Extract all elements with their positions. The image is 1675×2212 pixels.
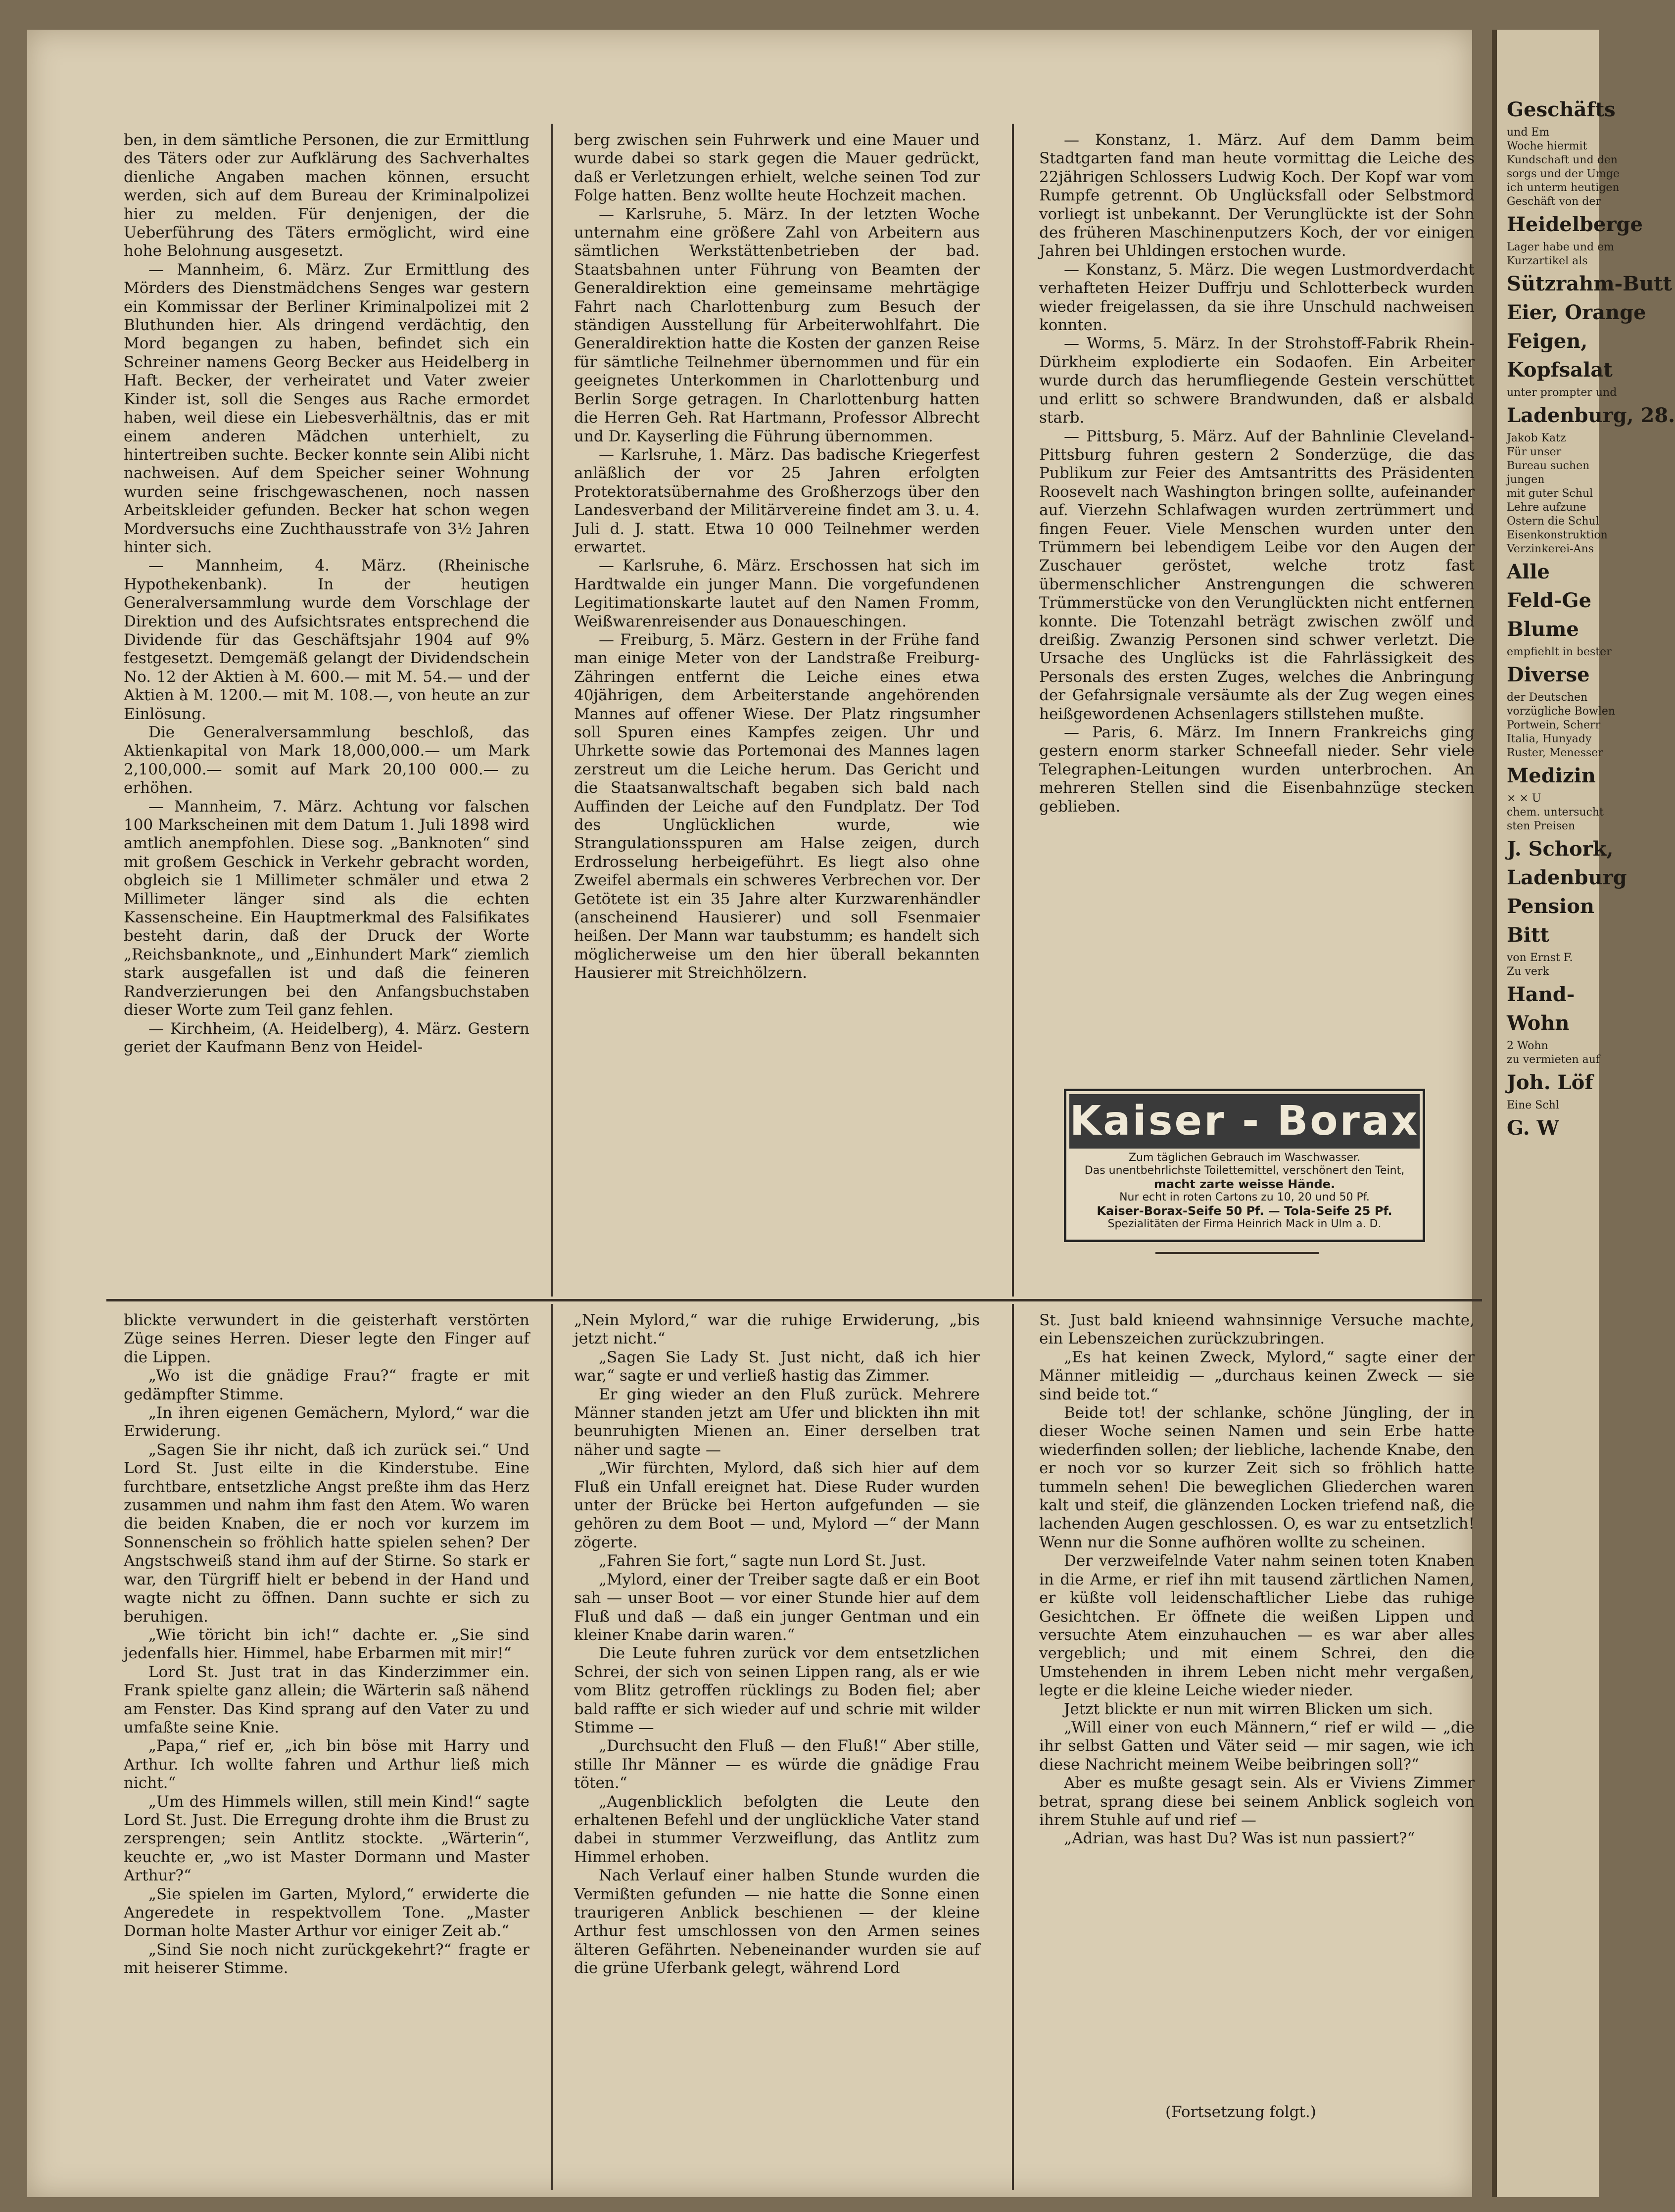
adjacent-page-line: Ladenburg	[1507, 866, 1627, 889]
paragraph: „Sie spielen im Garten, Mylord,“ erwiderte die Angeredete in respektvollem Tone. „Master Dorman holte Master Arthur vor einiger Zeit ab.“	[124, 1885, 529, 1940]
paragraph: Die Leute fuhren zurück vor dem entsetzlichen Schrei, der sich von seinen Lippen rang, als er wie vom Blitz getroffen rücklings zu Boden fiel; aber bald raffte er sich wieder auf und schrie mit wilder Stimme —	[574, 1644, 980, 1736]
adjacent-page-line: Bureau suchen	[1507, 460, 1590, 472]
paragraph: blickte verwundert in die geisterhaft verstörten Züge seines Herren. Dieser legte den Finger auf die Lippen.	[124, 1311, 529, 1366]
paragraph: — Mannheim, 4. März. (Rheinische Hypothekenbank). In der heutigen Generalversammlung wurde dem Vorschlage der Direktion und des Aufsichtsrates entsprechend die Dividende für das Geschäftsjahr 1904 auf 9% festgesetzt. Demgemäß gelangt der Dividendschein No. 12 der Aktien à M. 600.— mit M. 54.— und der Aktien à M. 1200.— mit M. 108.—, von heute an zur Einlösung.	[124, 557, 529, 723]
adjacent-page-line: Für unser	[1507, 446, 1562, 458]
paragraph: „Wo ist die gnädige Frau?“ fragte er mit gedämpfter Stimme.	[124, 1367, 529, 1403]
paragraph: — Worms, 5. März. In der Strohstoff-Fabrik Rhein-Dürkheim explodierte ein Sodaofen. Ein Arbeiter wurde durch das herumfliegende Gestein verschüttet und erlitt so schwere Brandwunden, daß er alsbald starb.	[1039, 335, 1475, 427]
paragraph: „Es hat keinen Zweck, Mylord,“ sagte einer der Männer mitleidig — „durchaus keinen Zweck — sie sind beide tot.“	[1039, 1348, 1475, 1403]
paragraph: „Will einer von euch Männern,“ rief er wild — „die ihr selbst Gatten und Väter seid — mir sagen, wie ich diese Nachricht meinem Weibe beibringen soll?“	[1039, 1718, 1475, 1774]
advertisement-kaiser-borax	[1064, 1089, 1425, 1242]
adjacent-page-line: Ladenburg, 28.	[1507, 404, 1675, 427]
adjacent-page-line: der Deutschen	[1507, 691, 1588, 704]
paragraph: „Mylord, einer der Treiber sagte daß er ein Boot sah — unser Boot — vor einer Stunde hier auf dem Fluß und daß — daß ein junger Gentman und ein kleiner Knabe darin waren.“	[574, 1570, 980, 1644]
paragraph: Jetzt blickte er nun mit wirren Blicken um sich.	[1064, 1700, 1434, 1718]
ad-line: Nur echt in roten Cartons zu 10, 20 und 50 Pf.	[1119, 1191, 1370, 1203]
paragraph: — Karlsruhe, 5. März. In der letzten Woche unternahm eine größere Zahl von Arbeitern aus sämtlichen Werkstättenbetrieben der bad. Staatsbahnen unter Führung von Beamten der Generaldirektion eine gemeinsame mehrtägige Fahrt nach Charlottenburg zum Besuch der ständigen Ausstellung für Arbeiterwohlfahrt. Die Generaldirektion hatte die Kosten der ganzen Reise für sämtliche Teilnehmer übernommen und für ein geeignetes Unterkommen in Charlottenburg und Berlin Sorge getragen. In Charlottenburg hatten die Herren Geh. Rat Hartmann, Professor Albrecht und Dr. Kayserling die Führung übernommen.	[574, 205, 980, 445]
column-divider	[1012, 124, 1014, 1297]
paragraph: — Paris, 6. März. Im Innern Frankreichs ging gestern enorm starker Schneefall nieder. Sehr viele Telegraphen-Leitungen wurden unterbrochen. An mehreren Stellen sind die Eisenbahnzüge stecken geblieben.	[1039, 723, 1475, 816]
paragraph: — Mannheim, 7. März. Achtung vor falschen 100 Markscheinen mit dem Datum 1. Juli 1898 wird amtlich anempfohlen. Diese sog. „Banknoten“ sind mit großem Geschick in Verkehr gebracht worden, obgleich sie 1 Millimeter schmäler und etwa 2 Millimeter länger sind als die echten Kassenscheine. Ein Hauptmerkmal des Falsifikates besteht darin, daß der Druck der Worte „Reichsbanknote„ und „Einhundert Mark“ ziemlich stark ausgefallen ist und daß die feineren Randverzierungen bei den Anfangsbuchstaben dieser Worte zum Teil ganz fehlen.	[124, 797, 529, 1019]
adjacent-page-line: Lager habe und em	[1507, 241, 1615, 253]
adjacent-page-line: Joh. Löf	[1507, 1071, 1593, 1094]
paragraph: „Sagen Sie Lady St. Just nicht, daß ich hier war,“ sagte er und verließ hastig das Zimmer.	[574, 1348, 980, 1385]
adjacent-page-line: Medizin	[1507, 764, 1596, 787]
paragraph: Lord St. Just trat in das Kinderzimmer ein. Frank spielte ganz allein; die Wärterin saß nähend am Fenster. Das Kind sprang auf den Vater zu und umfaßte seine Knie.	[124, 1663, 529, 1736]
adjacent-page-line: Sützrahm-Butt	[1507, 272, 1673, 295]
newspaper-page	[27, 30, 1475, 2197]
ad-brand: Kaiser - Borax	[1069, 1094, 1420, 1149]
paragraph: Beide tot! der schlanke, schöne Jüngling, der in dieser Woche seinen Namen und sein Erbe hatte wiederfinden sollen; der liebliche, lachende Knabe, den er noch vor so kurzer Zeit sich so fröhlich hatte tummeln sehen! Die beweglichen Gliederchen waren kalt und steif, die glänzenden Locken triefend naß, die lachenden Augen geschlossen. O, es war zu entsetzlich! Wenn nur die Sonne aufhören wollte zu scheinen.	[1039, 1404, 1475, 1551]
paragraph: Nach Verlauf einer halben Stunde wurden die Vermißten gefunden — nie hatte die Sonne einen traurigeren Anblick beschienen — der kleine Arthur fest umschlossen von den Armen seines älteren Gefährten. Nebeneinander wurden sie auf die grüne Uferbank gelegt, während Lord	[574, 1867, 980, 1977]
paragraph: „In ihren eigenen Gemächern, Mylord,“ war die Erwiderung.	[124, 1404, 529, 1441]
article-column	[1039, 131, 1475, 1081]
adjacent-page-line: von Ernst F.	[1507, 952, 1573, 964]
continued-note: (Fortsetzung folgt.)	[1165, 2103, 1316, 2121]
adjacent-page-line: sten Preisen	[1507, 820, 1576, 832]
adjacent-page-line: vorzügliche Bowlen	[1507, 705, 1616, 718]
adjacent-page-line: und Em	[1507, 126, 1550, 139]
adjacent-page-line: Italia, Hunyady	[1507, 733, 1592, 745]
adjacent-page-line: Blume	[1507, 618, 1579, 641]
adjacent-page-line: Alle	[1507, 560, 1550, 583]
paragraph: „Wie töricht bin ich!“ dachte er. „Sie sind jedenfalls hier. Himmel, habe Erbarmen mit mir!“	[124, 1626, 529, 1663]
adjacent-page-line: Zu verk	[1507, 965, 1549, 978]
adjacent-page-line: Verzinkerei-Ans	[1507, 543, 1594, 555]
paragraph: „Wir fürchten, Mylord, daß sich hier auf dem Fluß ein Unfall ereignet hat. Diese Ruder wurden unter der Brücke bei Herton aufgefunden — sie gehören zu dem Boot — und, Mylord —“ der Mann zögerte.	[574, 1459, 980, 1551]
adjacent-page-line: chem. untersucht	[1507, 806, 1604, 818]
paragraph: Aber es mußte gesagt sein. Als er Viviens Zimmer betrat, sprang diese bei seinem Anblick sogleich von ihrem Stuhle auf und rief —	[1039, 1774, 1475, 1829]
ad-line: Spezialitäten der Firma Heinrich Mack in Ulm a. D.	[1107, 1218, 1382, 1230]
paragraph: Der verzweifelnde Vater nahm seinen toten Knaben in die Arme, er rief ihn mit tausend zärtlichen Namen, er küßte voll leidenschaftlicher Liebe das ruhige Gesichtchen. Er öffnete die weißen Lippen und versuchte Atem einzuhauchen — es war aber alles vergeblich; und mit einem Schrei, den die Umstehenden in ihrem Leben nicht mehr vergaßen, legte er die kleine Leiche wieder nieder.	[1039, 1552, 1475, 1700]
adjacent-page-line: sorgs und der Umge	[1507, 168, 1620, 180]
adjacent-page-line: Feigen,	[1507, 330, 1588, 353]
paragraph: — Mannheim, 6. März. Zur Ermittlung des Mörders des Dienstmädchens Senges war gestern ein Kommissar der Berliner Kriminalpolizei mit 2 Bluthunden hier. Als dringend verdächtig, den Mord begangen zu haben, befindet sich ein Schreiner namens Georg Becker aus Heidelberg in Haft. Becker, der verheiratet und Vater zweier Kinder ist, soll die Senges aus Rache ermordet haben, weil diese ein Liebesverhältnis, das er mit einem anderen Mädchen unterhielt, zu hintertreiben suchte. Becker konnte sein Alibi nicht nachweisen. Auf dem Speicher seiner Wohnung wurden seine frischgewaschenen, noch nassen Arbeitskleider gefunden. Becker hat schon wegen Mordversuchs eine Zuchthausstrafe von 3½ Jahren hinter sich.	[124, 260, 529, 556]
paragraph: Die Generalversammlung beschloß, das Aktienkapital von Mark 18,000,000.— um Mark 2,100,000.— somit auf Mark 20,100 000.— zu erhöhen.	[124, 723, 529, 797]
adjacent-page-line: jungen	[1507, 474, 1545, 486]
paragraph: „Durchsucht den Fluß — den Fluß!“ Aber stille, stille Ihr Männer — es würde die gnädige Frau töten.“	[574, 1737, 980, 1792]
adjacent-page-line: Kurzartikel als	[1507, 255, 1588, 267]
paragraph: ben, in dem sämtliche Personen, die zur Ermittlung des Täters oder zur Aufklärung des Sachverhaltes dienliche Angaben machen können, ersucht werden, sich auf dem Bureau der Kriminalpolizei hier zu melden. Für denjenigen, der die Ueberführung des Täters ermöglicht, wird eine hohe Belohnung ausgesetzt.	[124, 131, 529, 260]
adjacent-page-ads	[1497, 30, 1675, 1141]
column-divider	[1012, 1304, 1014, 2190]
adjacent-page-edge	[1492, 30, 1675, 2197]
paragraph: „Sind Sie noch nicht zurückgekehrt?“ fragte er mit heiserer Stimme.	[124, 1940, 529, 1977]
adjacent-page-line: G. W	[1507, 1116, 1559, 1140]
adjacent-page-line: Geschäft von der	[1507, 195, 1601, 208]
adjacent-page-line: Geschäfts	[1507, 98, 1616, 121]
adjacent-page-line: unter prompter und	[1507, 386, 1617, 399]
paragraph: „Adrian, was hast Du? Was ist nun passiert?“	[1064, 1829, 1415, 1848]
adjacent-page-line: Pension	[1507, 895, 1595, 918]
adjacent-page-line: Feld-Ge	[1507, 589, 1592, 612]
serial-story-column	[124, 1311, 529, 2182]
adjacent-page-line: Jakob Katz	[1507, 432, 1566, 444]
adjacent-page-line: × × U	[1507, 792, 1541, 805]
adjacent-page-line: Ostern die Schul	[1507, 515, 1599, 528]
adjacent-page-line: Hand-	[1507, 983, 1575, 1006]
paragraph: „Sagen Sie ihr nicht, daß ich zurück sei.“ Und Lord St. Just eilte in die Kinderstube. Eine furchtbare, entsetzliche Angst preßte ihm das Herz zusammen und nahm ihm fast den Atem. Wo waren die beiden Knaben, die er noch vor kurzem im Sonnenschein so fröhlich hatte spielen sehen? Der Angstschweiß stand ihm auf der Stirne. So stark er war, den Türgriff hielt er bebend in der Hand und wagte nicht zu öffnen. Dann suchte er sich zu beruhigen.	[124, 1441, 529, 1626]
adjacent-page-line: Eine Schl	[1507, 1099, 1559, 1111]
paragraph: „Fahren Sie fort,“ sagte nun Lord St. Just.	[599, 1552, 926, 1570]
adjacent-page-line: mit guter Schul	[1507, 487, 1593, 500]
adjacent-page-line: 2 Wohn	[1507, 1040, 1548, 1052]
serial-story-column	[574, 1311, 980, 2182]
ad-line: Kaiser-Borax-Seife 50 Pf. — Tola-Seife 25 Pf.	[1097, 1204, 1392, 1218]
paragraph: — Konstanz, 1. März. Auf dem Damm beim Stadtgarten fand man heute vormittag die Leiche des 22jährigen Schlossers Ludwig Koch. Der Kopf war vom Rumpfe getrennt. Ob Unglücksfall oder Selbstmord vorliegt ist unbekannt. Der Verunglückte ist der Sohn des früheren Maschinenputzers Koch, der vor einigen Jahren bei Uhldingen erstochen wurde.	[1039, 131, 1475, 260]
paragraph: „Augenblicklich befolgten die Leute den erhaltenen Befehl und der unglückliche Vater stand dabei in stummer Verzweiflung, das Antlitz zum Himmel erhoben.	[574, 1792, 980, 1866]
paragraph: St. Just bald knieend wahnsinnige Versuche machte, ein Lebenszeichen zurückzubringen.	[1039, 1311, 1475, 1348]
adjacent-page-line: Lehre aufzune	[1507, 501, 1586, 514]
adjacent-page-line: Kopfsalat	[1507, 358, 1613, 382]
adjacent-page-line: empfiehlt in bester	[1507, 646, 1612, 658]
section-divider	[106, 1299, 1482, 1301]
adjacent-page-line: Ruster, Menesser	[1507, 747, 1603, 759]
adjacent-page-line: Wohn	[1507, 1011, 1570, 1035]
paragraph: „Papa,“ rief er, „ich bin böse mit Harry und Arthur. Ich wollte fahren und Arthur ließ mich nicht.“	[124, 1737, 529, 1792]
ad-line: macht zarte weisse Hände.	[1153, 1177, 1336, 1191]
column-divider	[551, 1304, 553, 2190]
adjacent-page-line: Eisenkonstruktion	[1507, 529, 1608, 541]
paragraph: — Pittsburg, 5. März. Auf der Bahnlinie Cleveland-Pittsburg fuhren gestern 2 Sonderzüge, die das Publikum zur Feier des Amtsantritts des Präsidenten Roosevelt nach Washington bringen sollte, aufeinander auf. Vierzehn Schlafwagen wurden zertrümmert und fingen Feuer. Viele Menschen wurden unter den Trümmern bei lebendigem Leibe vor den Augen der Zuschauer geröstet, welche trotz fast übermenschlicher Anstrengungen die schweren Trümmerstücke von den Verunglückten nicht entfernen konnte. Die Totenzahl beträgt zwischen zwölf und dreißig. Zwanzig Personen sind schwer verletzt. Die Ursache des Unglücks ist die Fahrlässigkeit des Personals des ersten Zuges, welches die Anbringung der Gefahrsignale versäumte als der Zug wegen eines heißgewordenen Achsenlagers stillstehen mußte.	[1039, 427, 1475, 723]
ad-line: Zum täglichen Gebrauch im Waschwasser.	[1128, 1152, 1361, 1164]
adjacent-page-line: zu vermieten auf	[1507, 1054, 1600, 1066]
adjacent-page-line: Kundschaft und den	[1507, 154, 1618, 166]
article-column	[124, 131, 529, 1292]
adjacent-page-line: Heidelberge	[1507, 213, 1643, 236]
adjacent-page-line: J. Schork,	[1507, 837, 1614, 861]
paragraph: „Nein Mylord,“ war die ruhige Erwiderung, „bis jetzt nicht.“	[574, 1311, 980, 1348]
ad-underline	[1155, 1252, 1319, 1254]
paragraph: berg zwischen sein Fuhrwerk und eine Mauer und wurde dabei so stark gegen die Mauer gedrückt, daß er Verletzungen erhielt, welche seinen Tod zur Folge hatten. Benz wollte heute Hochzeit machen.	[574, 131, 980, 205]
article-column	[574, 131, 980, 1292]
paragraph: — Freiburg, 5. März. Gestern in der Frühe fand man einige Meter von der Landstraße Freiburg-Zähringen entfernt die Leiche eines etwa 40jährigen, dem Arbeiterstande angehörenden Mannes auf offener Wiese. Der Platz ringsumher soll Spuren eines Kampfes zeigen. Uhr und Uhrkette sowie das Portemonai des Mannes lagen zerstreut um die Leiche herum. Das Gericht und die Staatsanwaltschaft begaben sich bald nach Auffinden der Leiche auf den Fundplatz. Der Tod des Unglücklichen wurde, wie Strangulationsspuren am Halse zeigen, durch Erdrosselung herbeigeführt. Es liegt also ohne Zweifel abermals ein schweres Verbrechen vor. Der Getötete ist ein 35 Jahre alter Kurzwarenhändler (anscheinend Hausierer) und soll Fsenmaier heißen. Der Mann war taubstumm; es handelt sich möglicherweise um den hier überall bekannten Hausierer mit Streichhölzern.	[574, 630, 980, 982]
paragraph: — Karlsruhe, 6. März. Erschossen hat sich im Hardtwalde ein junger Mann. Die vorgefundenen Legitimationskarte lautet auf den Namen Fromm, Weißwarenreisender aus Donaueschingen.	[574, 557, 980, 630]
paragraph: — Kirchheim, (A. Heidelberg), 4. März. Gestern geriet der Kaufmann Benz von Heidel-	[124, 1019, 529, 1056]
paragraph: „Um des Himmels willen, still mein Kind!“ sagte Lord St. Just. Die Erregung drohte ihm die Brust zu zersprengen; sein Antlitz stockte. „Wärterin“, keuchte er, „wo ist Master Dormann und Master Arthur?“	[124, 1792, 529, 1885]
paragraph: — Karlsruhe, 1. März. Das badische Kriegerfest anläßlich der vor 25 Jahren erfolgten Protektoratsübernahme des Großherzogs über den Landesverband der Militärvereine findet am 3. u. 4. Juli d. J. statt. Etwa 10 000 Teilnehmer werden erwartet.	[574, 445, 980, 556]
serial-story-column	[1039, 1311, 1475, 2083]
paragraph: Er ging wieder an den Fluß zurück. Mehrere Männer standen jetzt am Ufer und blickten ihn mit beunruhigten Mienen an. Einer derselben trat näher und sagte —	[574, 1385, 980, 1459]
ad-line: Das unentbehrlichste Toilettemittel, verschönert den Teint,	[1084, 1164, 1405, 1177]
column-divider	[551, 124, 553, 1297]
paragraph: — Konstanz, 5. März. Die wegen Lustmordverdacht verhafteten Heizer Duffrju und Schlotterbeck wurden wieder freigelassen, da sie ihre Unschuld nachweisen konnten.	[1039, 260, 1475, 335]
adjacent-page-line: Portwein, Scherr	[1507, 719, 1601, 731]
adjacent-page-line: Diverse	[1507, 663, 1590, 686]
adjacent-page-line: Woche hiermit	[1507, 140, 1587, 152]
adjacent-page-line: ich unterm heutigen	[1507, 182, 1620, 194]
adjacent-page-line: Eier, Orange	[1507, 301, 1646, 324]
adjacent-page-line: Bitt	[1507, 923, 1549, 947]
